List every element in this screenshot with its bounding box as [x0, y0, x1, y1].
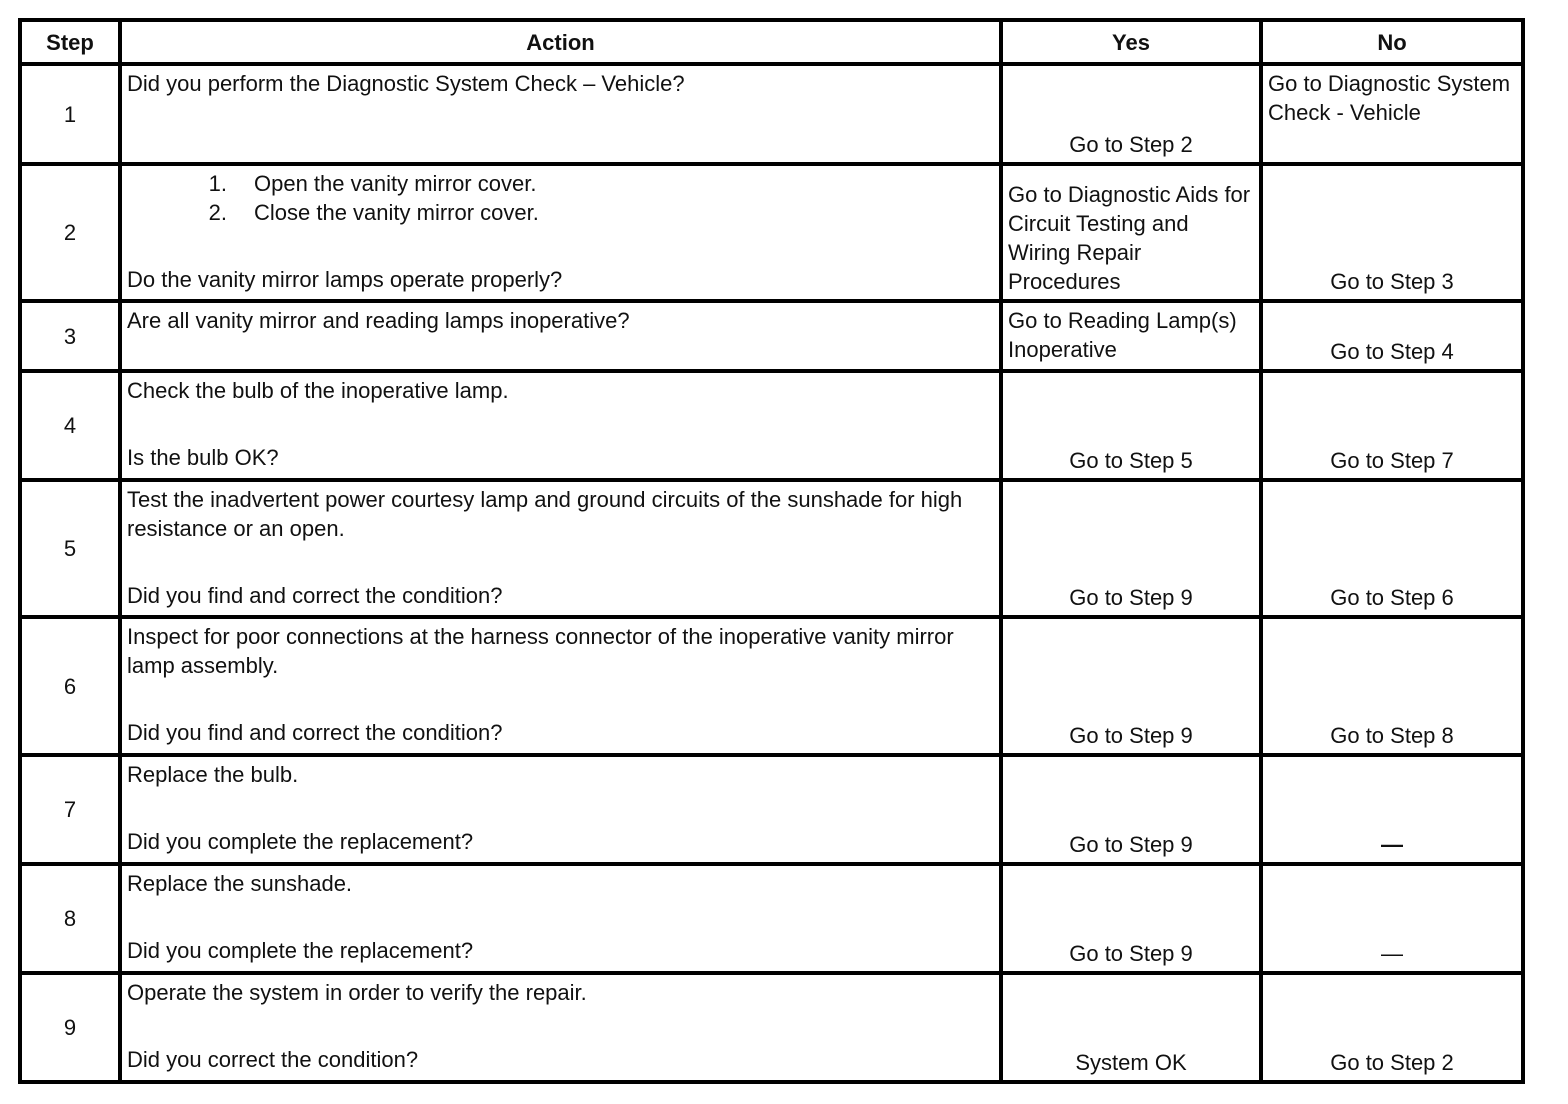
- header-action: Action: [120, 20, 1001, 64]
- action-question: Did you correct the condition?: [127, 1047, 419, 1072]
- no-cell: Go to Step 7: [1261, 371, 1523, 480]
- action-question: Did you complete the replacement?: [127, 938, 474, 963]
- no-dash: —: [1381, 832, 1403, 857]
- action-instruction: Did you perform the Diagnostic System Check – Vehicle?: [127, 71, 685, 96]
- action-instruction: Operate the system in order to verify the repair.: [127, 980, 587, 1005]
- no-cell: Go to Step 2: [1261, 973, 1523, 1082]
- action-cell: [120, 480, 1001, 617]
- action-cell: [120, 64, 1001, 164]
- yes-cell: Go to Step 2: [1001, 64, 1261, 164]
- action-cell: [120, 755, 1001, 864]
- action-instruction: Replace the sunshade.: [127, 871, 353, 896]
- step-number: 3: [20, 301, 120, 371]
- substep-list: [127, 169, 994, 227]
- action-cell: [120, 371, 1001, 480]
- action-question: Is the bulb OK?: [127, 445, 279, 470]
- action-instruction: Are all vanity mirror and reading lamps inoperative?: [127, 308, 630, 333]
- step-number: 6: [20, 617, 120, 755]
- table-row: [20, 755, 1523, 864]
- step-number: 5: [20, 480, 120, 617]
- list-item: [177, 198, 994, 227]
- yes-cell: Go to Step 9: [1001, 480, 1261, 617]
- step-number: 8: [20, 864, 120, 973]
- yes-cell: System OK: [1001, 973, 1261, 1082]
- substep-number: 1.: [208, 171, 227, 196]
- substep-text: Close the vanity mirror cover.: [254, 200, 539, 225]
- action-question: Do the vanity mirror lamps operate properly?: [127, 267, 563, 292]
- no-cell: Go to Step 8: [1261, 617, 1523, 755]
- yes-cell: Go to Step 9: [1001, 617, 1261, 755]
- table-row: [20, 480, 1523, 617]
- step-number: 4: [20, 371, 120, 480]
- action-question: Did you find and correct the condition?: [127, 720, 503, 745]
- action-cell: [120, 617, 1001, 755]
- yes-cell: Go to Step 5: [1001, 371, 1261, 480]
- step-number: 1: [20, 64, 120, 164]
- table-row: [20, 64, 1523, 164]
- action-cell: [120, 301, 1001, 371]
- action-question: Did you find and correct the condition?: [127, 583, 503, 608]
- header-row: [20, 20, 1523, 64]
- no-cell: [1261, 864, 1523, 973]
- action-cell: [120, 164, 1001, 301]
- action-instruction: Inspect for poor connections at the harness connector of the inoperative vanity mirror lamp assembly.: [127, 624, 954, 678]
- list-item: [177, 169, 994, 198]
- step-number: 7: [20, 755, 120, 864]
- no-dash: —: [1381, 941, 1403, 966]
- action-cell: [120, 973, 1001, 1082]
- action-question: Did you complete the replacement?: [127, 829, 474, 854]
- yes-cell: Go to Reading Lamp(s) Inoperative: [1001, 301, 1261, 371]
- no-cell: Go to Diagnostic System Check - Vehicle: [1261, 64, 1523, 164]
- action-cell: [120, 864, 1001, 973]
- diagnostic-table: [18, 18, 1525, 1084]
- no-cell: Go to Step 6: [1261, 480, 1523, 617]
- substep-text: Open the vanity mirror cover.: [254, 171, 537, 196]
- action-instruction: Test the inadvertent power courtesy lamp and ground circuits of the sunshade for high resistance or an open.: [127, 487, 963, 541]
- table-row: [20, 164, 1523, 301]
- yes-cell: Go to Step 9: [1001, 864, 1261, 973]
- yes-cell: Go to Diagnostic Aids for Circuit Testing and Wiring Repair Procedures: [1001, 164, 1261, 301]
- substep-number: 2.: [208, 200, 227, 225]
- table-row: [20, 371, 1523, 480]
- no-cell: [1261, 755, 1523, 864]
- header-no: No: [1261, 20, 1523, 64]
- table-row: [20, 617, 1523, 755]
- table-row: [20, 973, 1523, 1082]
- no-cell: Go to Step 4: [1261, 301, 1523, 371]
- yes-cell: Go to Step 9: [1001, 755, 1261, 864]
- step-number: 2: [20, 164, 120, 301]
- action-instruction: Check the bulb of the inoperative lamp.: [127, 378, 509, 403]
- table-row: [20, 301, 1523, 371]
- table-row: [20, 864, 1523, 973]
- header-yes: Yes: [1001, 20, 1261, 64]
- no-cell: Go to Step 3: [1261, 164, 1523, 301]
- step-number: 9: [20, 973, 120, 1082]
- header-step: Step: [20, 20, 120, 64]
- action-instruction: Replace the bulb.: [127, 762, 299, 787]
